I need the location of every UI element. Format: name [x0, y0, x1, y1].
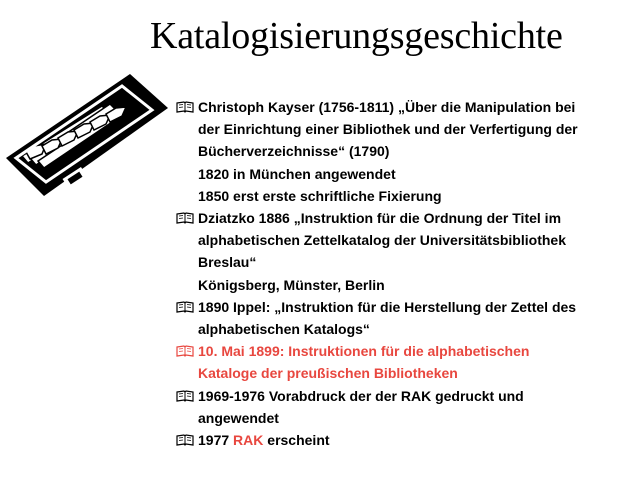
open-book-icon	[176, 434, 194, 446]
item-line: 1820 in München angewendet	[198, 165, 396, 182]
item-line: 1969-1976 Vorabdruck der der RAK gedruckt und	[198, 387, 524, 404]
item-line: alphabetischen Katalogs“	[198, 321, 370, 338]
card-catalog-drawer-icon	[2, 60, 174, 200]
item-line	[198, 429, 636, 451]
open-book-icon	[176, 345, 194, 357]
rak-highlight: RAK	[233, 432, 264, 449]
item-line: Königsberg, Münster, Berlin	[198, 276, 385, 293]
item-line: angewendet	[198, 409, 279, 426]
open-book-icon	[176, 301, 194, 313]
item-line: Christoph Kayser (1756-1811) „Über die Manipulation bei	[198, 99, 576, 115]
list-item	[176, 296, 636, 340]
slide-title: Katalogisierungsgeschichte	[150, 15, 563, 57]
item-line: Breslau“	[198, 254, 257, 271]
open-book-icon	[176, 390, 194, 402]
item-line: 1850 erst erste schriftliche Fixierung	[198, 187, 442, 204]
list-item-highlighted	[176, 340, 636, 384]
open-book-icon	[176, 101, 194, 113]
bullet-list	[176, 96, 636, 451]
list-item	[176, 207, 636, 296]
item-line: Dziatzko 1886 „Instruktion für die Ordnung der Titel im	[198, 210, 562, 227]
item-suffix: erscheint	[263, 432, 330, 449]
item-line: Bücherverzeichnisse“ (1790)	[198, 143, 390, 160]
list-item	[176, 385, 636, 429]
list-item	[176, 429, 636, 451]
item-line: 10. Mai 1899: Instruktionen für die alphabetischen	[198, 343, 530, 360]
item-line: Kataloge der preußischen Bibliotheken	[198, 365, 458, 382]
list-item	[176, 96, 636, 207]
item-line: alphabetischen Zettelkatalog der Universitätsbibliothek	[198, 232, 566, 249]
open-book-icon	[176, 212, 194, 224]
item-line: 1890 Ippel: „Instruktion für die Herstellung der Zettel des	[198, 298, 577, 315]
item-line: der Einrichtung einer Bibliothek und der Verfertigung der	[198, 121, 578, 138]
item-prefix: 1977	[198, 432, 234, 449]
